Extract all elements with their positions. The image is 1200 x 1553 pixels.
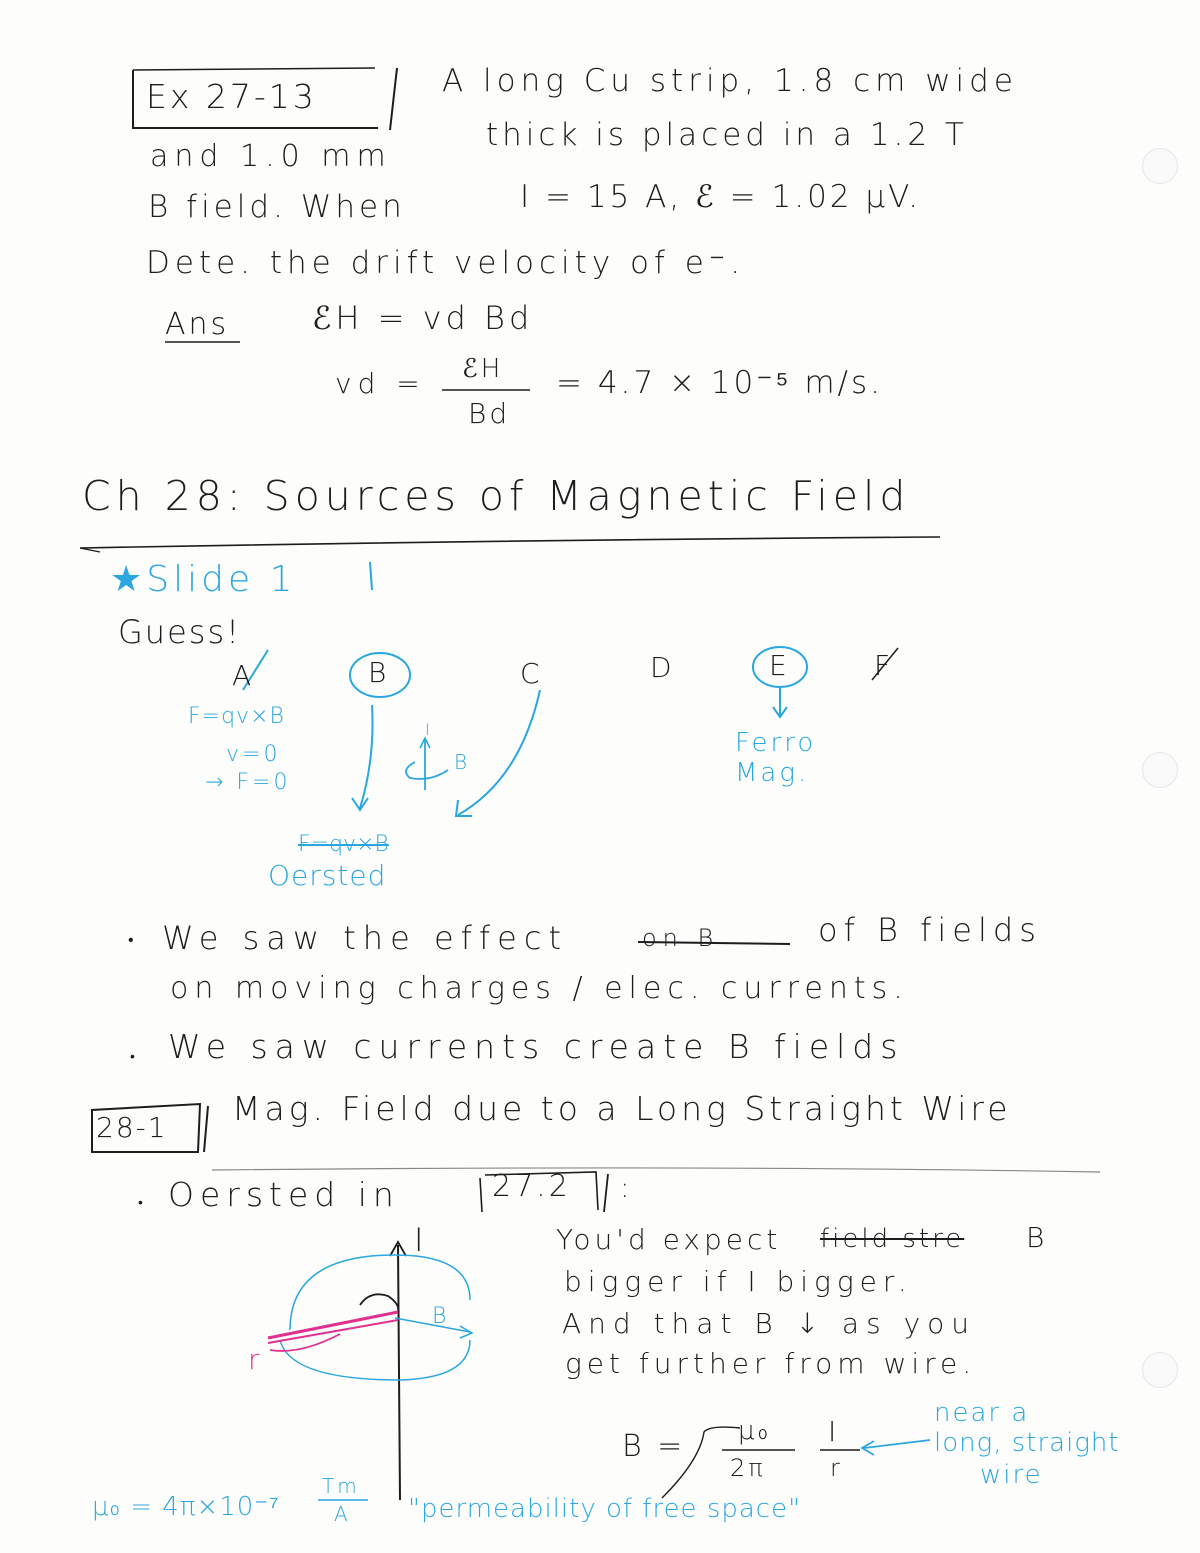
formula-current: I [828, 1415, 840, 1448]
section-title: Mag. Field due to a Long Straight Wire [232, 1089, 1012, 1128]
explanation-line-1b: B [1026, 1221, 1048, 1254]
note-a-force: F=qv×B [188, 704, 285, 729]
example-line-3: B field. When [148, 189, 406, 225]
bullet-2-text: We saw currents create B fields [168, 1027, 905, 1066]
figure-radius-label: r [248, 1343, 263, 1376]
constant-unit-denominator: A [334, 1502, 351, 1526]
drift-velocity-numerator: ℰH [462, 354, 504, 384]
explanation-line-4: get further from wire. [565, 1347, 977, 1380]
figure-field-label: B [432, 1304, 450, 1329]
note-b-struck: F=qv×B [298, 832, 389, 857]
constant-value: μ₀ = 4π×10⁻⁷ [92, 1492, 280, 1522]
explanation-line-1a: You'd expect [556, 1223, 782, 1256]
option-f: F [874, 649, 894, 682]
explanation-line-1-struck: field stre [820, 1224, 965, 1254]
wire-sketch-current: I [425, 720, 433, 739]
bullet-2-dot: • [130, 1049, 138, 1065]
oersted-colon: : [620, 1171, 633, 1204]
oersted-bullet: • [138, 1195, 146, 1211]
bullet-1-text-b: of B fields [818, 911, 1042, 949]
bullet-1-line-2: on moving charges / elec. currents. [170, 971, 909, 1006]
bullet-1-struck: on B [642, 924, 720, 952]
figure-current-label: I [414, 1221, 427, 1259]
hall-equation: ℰH = vd Bd [312, 299, 534, 337]
formula-lhs: B = [622, 1429, 686, 1464]
option-c: C [520, 657, 543, 690]
constant-unit-numerator: Tm [322, 1474, 360, 1498]
bullet-1-dot: • [128, 930, 137, 949]
example-line-1: A long Cu strip, 1.8 cm wide [442, 63, 1018, 99]
formula-2pi: 2π [730, 1454, 766, 1482]
option-e: E [769, 649, 790, 682]
example-line-2b: thick is placed in a 1.2 T [486, 117, 968, 153]
chapter-title: Ch 28: Sources of Magnetic Field [82, 472, 911, 520]
formula-mu0: μ₀ [738, 1416, 771, 1446]
constant-description: "permeability of free space" [408, 1494, 802, 1524]
note-e-ferro: Ferro [735, 728, 817, 758]
oersted-text: Oersted in [168, 1175, 400, 1214]
example-label: Ex 27-13 [146, 77, 317, 116]
option-a: A [232, 659, 255, 692]
guess-label: Guess! [118, 613, 241, 651]
option-d: D [650, 651, 675, 684]
drift-velocity-result: = 4.7 × 10⁻⁵ m/s. [556, 365, 883, 401]
option-b: B [368, 656, 390, 689]
bullet-1-text-a: We saw the effect [162, 919, 568, 957]
wire-sketch-field: B [454, 750, 471, 774]
example-line-2a: and 1.0 mm [150, 139, 392, 174]
example-line-4: Dete. the drift velocity of e⁻. [146, 245, 746, 281]
formula-radius: r [830, 1454, 843, 1482]
explanation-line-2: bigger if I bigger. [564, 1265, 913, 1298]
oersted-reference: 27.2 [492, 1169, 571, 1204]
formula-note-1: near a [934, 1398, 1030, 1428]
drift-velocity-lhs: vd = [335, 367, 426, 400]
drift-velocity-denominator: Bd [468, 397, 511, 430]
note-a-velocity: v=0 [226, 742, 281, 767]
formula-note-3: wire [980, 1460, 1043, 1490]
explanation-line-3: And that B ↓ as you [562, 1307, 977, 1340]
note-b-oersted: Oersted [268, 859, 387, 892]
section-label: 28-1 [96, 1111, 168, 1144]
slide-label: ★Slide 1 [110, 559, 297, 600]
answer-label: Ans [165, 307, 230, 342]
note-a-result: → F=0 [205, 770, 291, 795]
example-line-3-equation: I = 15 A, ℰ = 1.02 μV. [520, 179, 922, 215]
formula-note-2: long, straight [934, 1428, 1120, 1458]
note-e-mag: Mag. [735, 758, 810, 788]
